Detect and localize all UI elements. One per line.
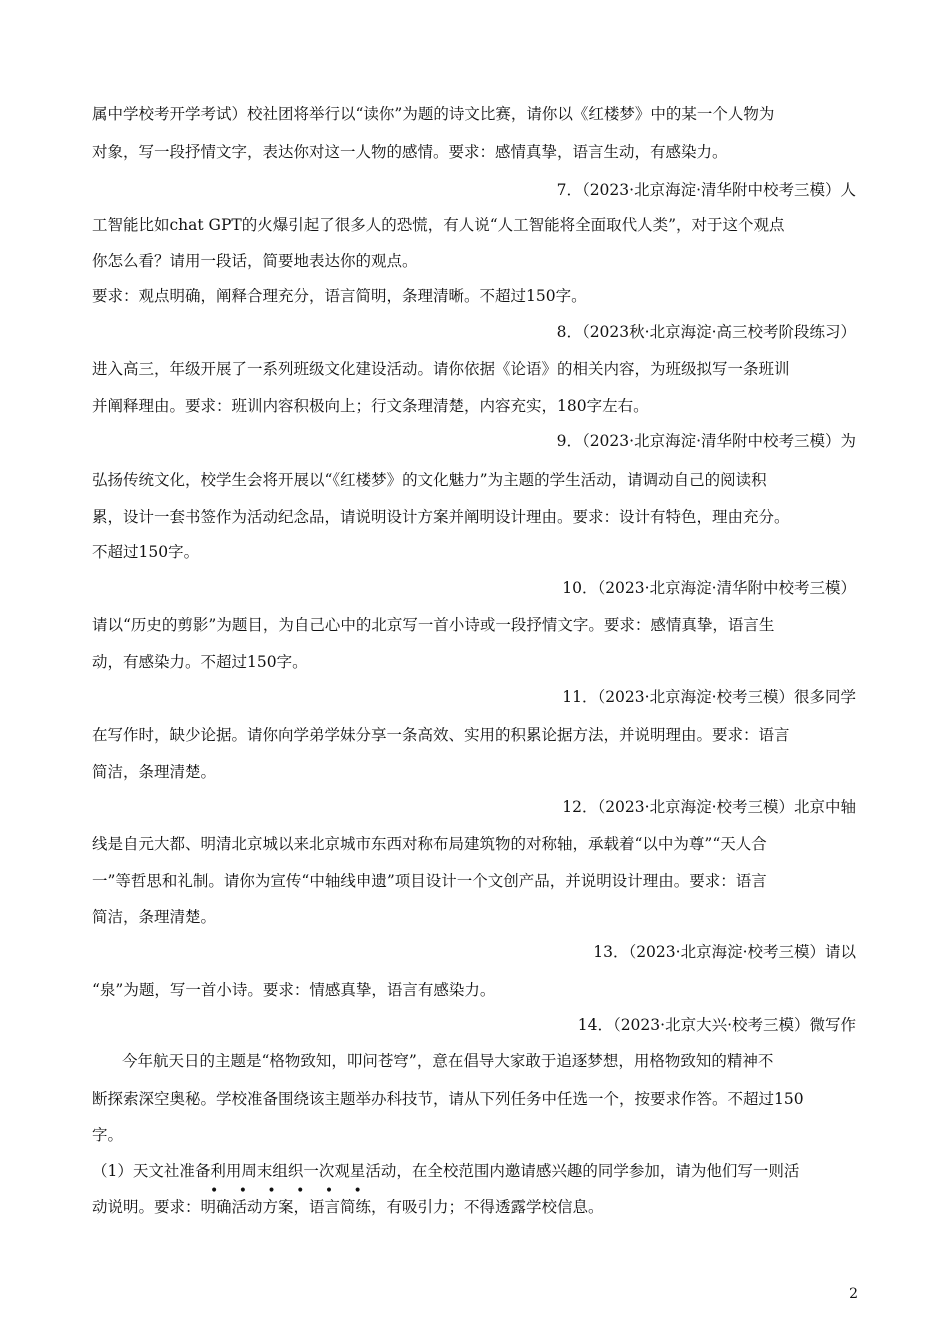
text-line: 请以“历史的剪影”为题目，为自己心中的北京写一首小诗或一段抒情文字。要求：感情真挚，语言生: [92, 616, 775, 634]
question-heading-11: 11．（2023·北京海淀·校考三模）很多同学: [562, 688, 856, 706]
text-line: （1）天文社准备利用周末组织一次观星活动，在全校范围内邀请感兴趣的同学参加，请为他们写一则活: [92, 1162, 800, 1180]
question-heading-14: 14．（2023·北京大兴·校考三模）微写作: [577, 1016, 856, 1034]
text-line: 动，有感染力。不超过150字。: [92, 653, 308, 671]
text-line: 并阐释理由。要求：班训内容积极向上；行文条理清楚，内容充实，180字左右。: [92, 397, 649, 415]
text-line: 线是自元大都、明清北京城以来北京城市东西对称布局建筑物的对称轴，承载着“以中为尊”“天人合: [92, 835, 767, 853]
text-line: 断探索深空奥秘。学校准备围绕该主题举办科技节，请从下列任务中任选一个，按要求作答。不超过150: [92, 1090, 804, 1108]
text-line: 工智能比如chat GPT的火爆引起了很多人的恐慌，有人说“人工智能将全面取代人类”，对于这个观点: [92, 216, 785, 234]
page-number: 2: [849, 1286, 858, 1302]
text-line: 一”等哲思和礼制。请你为宣传“中轴线申遗”项目设计一个文创产品，并说明设计理由。要求：语言: [92, 872, 767, 890]
text-line: 简洁，条理清楚。: [92, 908, 217, 926]
text-line: 字。: [92, 1126, 124, 1144]
text-line: 你怎么看？请用一段话，简要地表达你的观点。: [92, 252, 418, 270]
question-heading-8: 8．（2023秋·北京海淀·高三校考阶段练习）: [556, 323, 856, 341]
question-heading-13: 13．（2023·北京海淀·校考三模）请以: [593, 943, 856, 961]
text-line: 动说明。要求：明确活动方案，语言简练，有吸引力；不得透露学校信息。: [92, 1198, 604, 1216]
text-line: 累，设计一套书签作为活动纪念品，请说明设计方案并阐明设计理由。要求：设计有特色，理由充分。: [92, 508, 790, 526]
question-heading-7: 7．（2023·北京海淀·清华附中校考三模）人: [556, 181, 856, 199]
question-heading-9: 9．（2023·北京海淀·清华附中校考三模）为: [556, 432, 856, 450]
text-line: 弘扬传统文化，校学生会将开展以“《红楼梦》的文化魅力”为主题的学生活动，请调动自己的阅读积: [92, 471, 767, 489]
text-line: 不超过150字。: [92, 543, 200, 561]
text-line: 在写作时，缺少论据。请你向学弟学妹分享一条高效、实用的积累论据方法，并说明理由。要求：语言: [92, 726, 790, 744]
text-line: 对象，写一段抒情文字，表达你对这一人物的感情。要求：感情真挚，语言生动，有感染力。: [92, 143, 728, 161]
text-line: 要求：观点明确，阐释合理充分，语言简明，条理清晰。不超过150字。: [92, 287, 587, 305]
paragraph-first-line: 今年航天日的主题是“格物致知，叩问苍穹”，意在倡导大家敢于追逐梦想，用格物致知的精神不: [122, 1052, 774, 1070]
text-line: 属中学校考开学考试）校社团将举行以“读你”为题的诗文比赛，请你以《红楼梦》中的某一个人物为: [92, 105, 775, 123]
question-heading-10: 10．（2023·北京海淀·清华附中校考三模）: [562, 579, 856, 597]
emphasis-dots: • • • • • •: [210, 1183, 370, 1199]
question-heading-12: 12．（2023·北京海淀·校考三模）北京中轴: [562, 798, 856, 816]
text-line: 简洁，条理清楚。: [92, 763, 217, 781]
text-line: “泉”为题，写一首小诗。要求：情感真挚，语言有感染力。: [92, 981, 496, 999]
text-line: 进入高三，年级开展了一系列班级文化建设活动。请你依据《论语》的相关内容，为班级拟写一条班训: [92, 360, 790, 378]
